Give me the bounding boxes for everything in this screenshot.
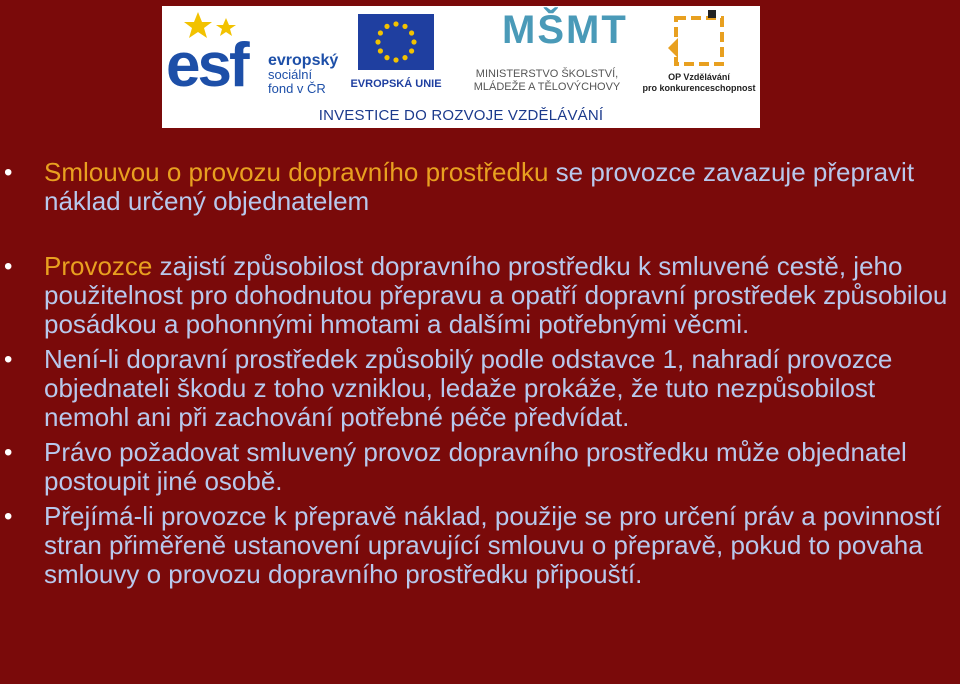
bullet-item: • Smlouvou o provozu dopravního prostředku se provozce zavazuje přepravit náklad určený objednatelem [0,158,960,216]
msmt-mark: MŠMT [502,8,628,52]
banner-caption: INVESTICE DO ROZVOJE VZDĚLÁVÁNÍ [318,107,604,124]
esf-letters: esf [166,31,247,100]
msmt-logo [462,6,632,106]
bullet-item: • Provozce zajistí způsobilost dopravního prostředku k smluvené cestě, jeho použitelnost pro dohodnutou přepravu a opatří dopravní prostředek způsobilou posádkou a pohonnými hmotami a dalšími potřebnými věcmi. [0,252,960,339]
op-text: OP Vzdělávání pro konkurenceschopnost [642,72,756,93]
logo-banner [162,6,760,128]
bullet-list [0,158,960,589]
esf-text: evropský sociální fond v ČR [268,52,339,96]
msmt-text: MINISTERSTVO ŠKOLSTVÍ, MLÁDEŽE A TĚLOVÝCHOVY [473,68,621,93]
bullet-item: • Není-li dopravní prostředek způsobilý podle odstavce 1, nahradí provozce objednateli škodu z toho vzniklou, ledaže prokáže, že tuto nezpůsobilost nemohl ani při zachování potřebné péče předvídat. [0,345,960,432]
bullet-item: • Právo požadovat smluvený provoz dopravního prostředku může objednatel postoupit jiné osobě. [0,438,960,496]
op-emblem-icon [664,8,734,70]
eu-logo [346,8,442,104]
eu-label: EVROPSKÁ UNIE [350,78,442,90]
eu-flag-icon [358,14,434,70]
op-logo [640,6,758,106]
bullet-item: • Přejímá-li provozce k přepravě náklad, použije se pro určení práv a povinností stran přiměřeně ustanovení upravující smlouvu o přepravě, pokud to povaha smlouvy o provozu dopravního prostředku připouští. [0,502,960,589]
esf-logo [164,10,340,102]
